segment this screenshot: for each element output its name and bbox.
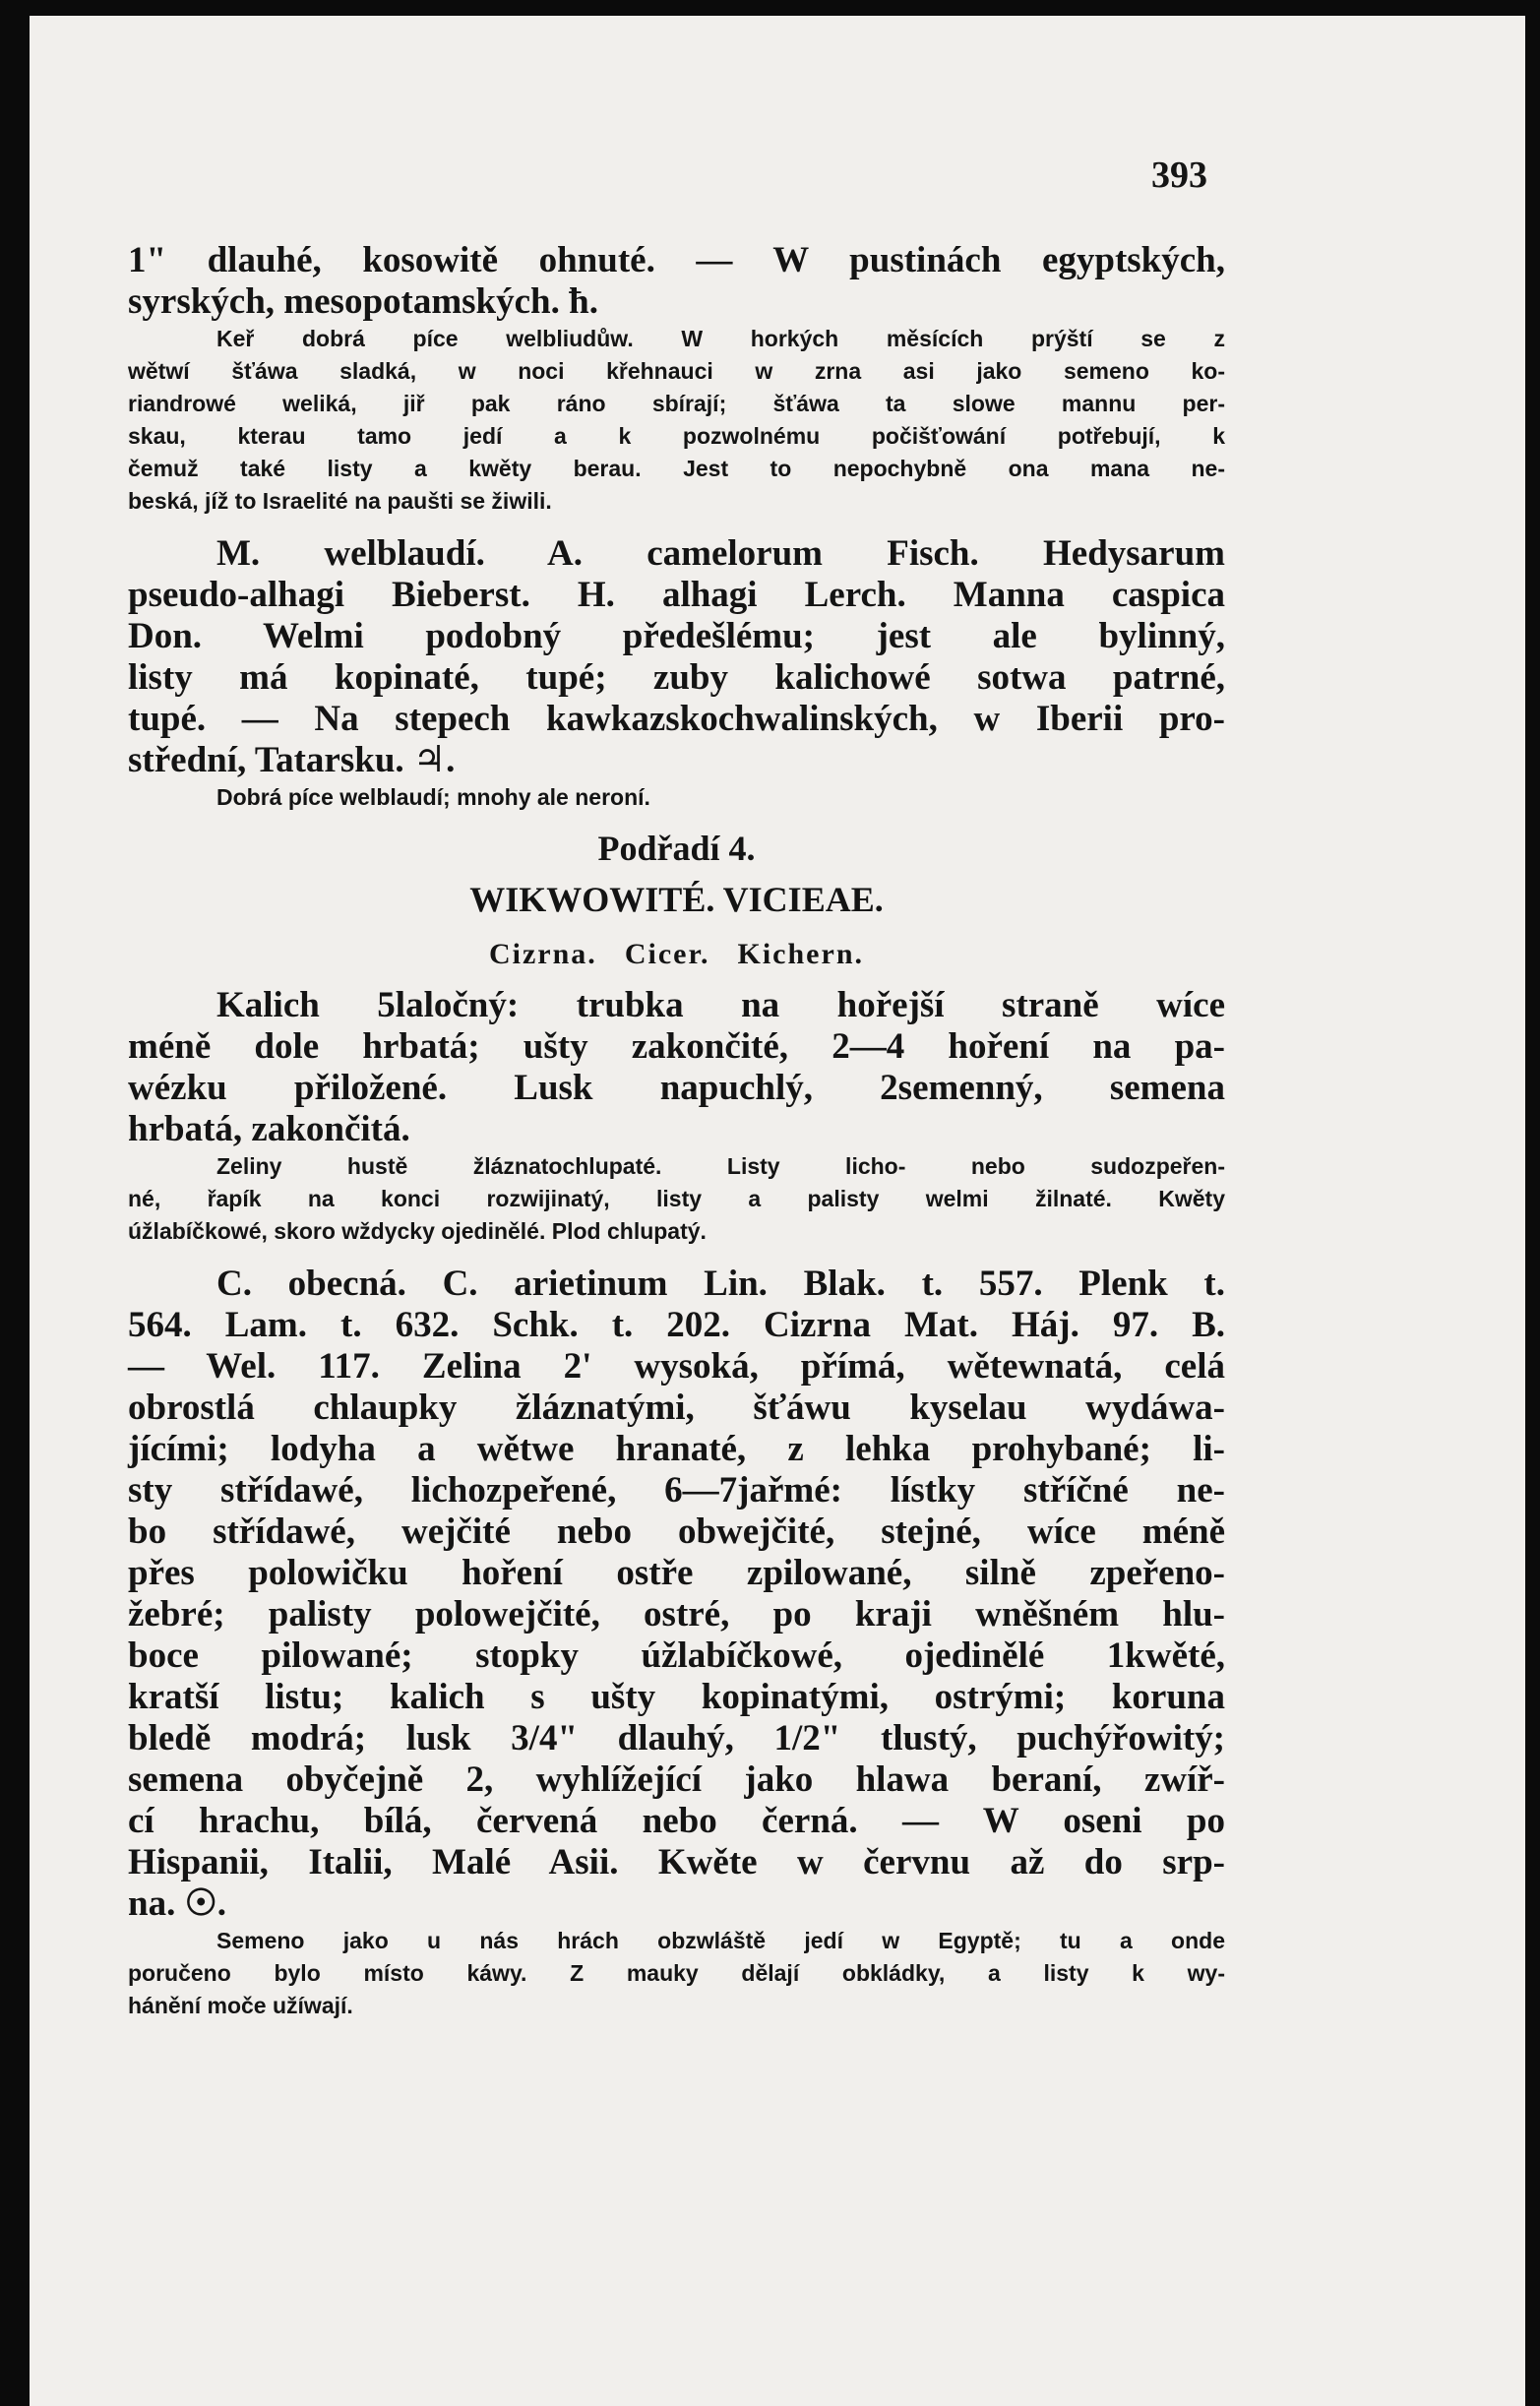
text-line: pseudo-alhagi Bieberst. H. alhagi Lerch. Manna caspica (128, 575, 1225, 615)
genus-name-german: Kichern. (737, 938, 865, 970)
text-line: na. ☉. (128, 1883, 226, 1924)
subsection-title: Podřadí 4. (597, 829, 756, 868)
book-page (30, 16, 1525, 2406)
text-line: wětwí šťáwa sladká, w noci křehnauci w zrna asi jako semeno ko- (128, 358, 1225, 384)
text-line: né, řapík na konci rozwijinatý, listy a palisty welmi žilnaté. Kwěty (128, 1186, 1225, 1211)
text-line: 564. Lam. t. 632. Schk. t. 202. Cizrna Mat. Háj. 97. B. (128, 1305, 1225, 1345)
text-line: listy má kopinaté, tupé; zuby kalichowé sotwa patrné, (128, 657, 1225, 698)
text-line: Dobrá píce welblaudí; mnohy ale neroní. (216, 784, 650, 810)
text-line: obrostlá chlaupky žláznatými, šťáwu kyselau wydáwa- (128, 1388, 1225, 1428)
paragraph-genus-description (128, 985, 1225, 1150)
text-line: Semeno jako u nás hrách obzwláště jedí w Egyptě; tu a onde (216, 1928, 1225, 1953)
text-line: wézku přiložené. Lusk napuchlý, 2semenný, semena (128, 1068, 1225, 1108)
genus-name-latin: Cicer. (624, 938, 710, 970)
text-line: čemuž také listy a kwěty berau. Jest to nepochybně ona mana ne- (128, 456, 1225, 481)
text-line: žebré; palisty polowejčité, ostré, po kraji wněšném hlu- (128, 1594, 1225, 1635)
text-line: skau, kterau tamo jedí a k pozwolnému počišťowání potřebují, k (128, 423, 1225, 449)
page-number: 393 (1151, 154, 1207, 196)
text-line: úžlabíčkowé, skoro wždycky ojedinělé. Plod chlupatý. (128, 1218, 707, 1244)
text-line: 1" dlauhé, kosowitě ohnuté. — W pustinách egyptských, (128, 240, 1225, 280)
text-line: cí hrachu, bílá, červená nebo černá. — W oseni po (128, 1801, 1225, 1841)
paragraph-top-description (128, 240, 1225, 323)
text-line: Hispanii, Italii, Malé Asii. Kwěte w červnu až do srp- (128, 1842, 1225, 1882)
paragraph-cicer-note (128, 1925, 1225, 2022)
text-line: hánění moče užíwají. (128, 1993, 353, 2018)
text-line: kratší listu; kalich s ušty kopinatými, ostrými; koruna (128, 1677, 1225, 1717)
text-line: syrských, mesopotamských. ħ. (128, 281, 598, 322)
paragraph-alhagi-camelorum (128, 533, 1225, 781)
paragraph-genus-note (128, 1150, 1225, 1248)
text-line: Don. Welmi podobný předešlému; jest ale bylinný, (128, 616, 1225, 656)
text-line: Zeliny hustě žláznatochlupaté. Listy licho- nebo sudozpeřen- (216, 1153, 1225, 1179)
text-line: bledě modrá; lusk 3/4" dlauhý, 1/2" tlustý, puchýřowitý; (128, 1718, 1225, 1758)
genus-name-czech: Cizrna. (488, 938, 597, 970)
text-line: přes polowičku hoření ostře zpilowané, silně zpeřeno- (128, 1553, 1225, 1593)
text-line: Kalich 5laločný: trubka na hořejší straně wíce (216, 985, 1225, 1025)
text-line: boce pilowané; stopky úžlabíčkowé, ojedinělé 1kwěté, (128, 1635, 1225, 1676)
text-line: — Wel. 117. Zelina 2' wysoká, přímá, wětewnatá, celá (128, 1346, 1225, 1387)
text-line: Keř dobrá píce welbliudůw. W horkých měsících prýští se z (216, 326, 1225, 351)
text-line: C. obecná. C. arietinum Lin. Blak. t. 557. Plenk t. (216, 1264, 1225, 1304)
text-line: bo střídawé, wejčité nebo obwejčité, stejné, wíce méně (128, 1511, 1225, 1552)
text-line: tupé. — Na stepech kawkazskochwalinských, w Iberii pro- (128, 699, 1225, 739)
text-line: riandrowé weliká, jiř pak ráno sbírají; šťáwa ta slowe mannu per- (128, 391, 1225, 416)
text-line: sty střídawé, lichozpeřené, 6—7jařmé: lístky stříčné ne- (128, 1470, 1225, 1511)
paragraph-alhagi-note (128, 781, 1225, 814)
tribe-title: WIKWOWITÉ. VICIEAE. (469, 880, 884, 919)
text-line: beská, jíž to Israelité na paušti se žiwili. (128, 488, 552, 514)
text-line: jícími; lodyha a wětwe hranaté, z lehka prohybané; li- (128, 1429, 1225, 1469)
genus-title (128, 938, 1225, 971)
text-line: poručeno bylo místo káwy. Z mauky dělají obkládky, a listy k wy- (128, 1960, 1225, 1986)
text-line: semena obyčejně 2, wyhlížející jako hlawa beraní, zwíř- (128, 1759, 1225, 1800)
text-line: hrbatá, zakončitá. (128, 1109, 410, 1149)
paragraph-cicer-arietinum (128, 1264, 1225, 1925)
text-line: střední, Tatarsku. ♃. (128, 740, 456, 780)
paragraph-top-note (128, 323, 1225, 518)
page-content (128, 240, 1225, 2022)
text-line: M. welblaudí. A. camelorum Fisch. Hedysarum (216, 533, 1225, 574)
text-line: méně dole hrbatá; ušty zakončité, 2—4 hoření na pa- (128, 1026, 1225, 1067)
